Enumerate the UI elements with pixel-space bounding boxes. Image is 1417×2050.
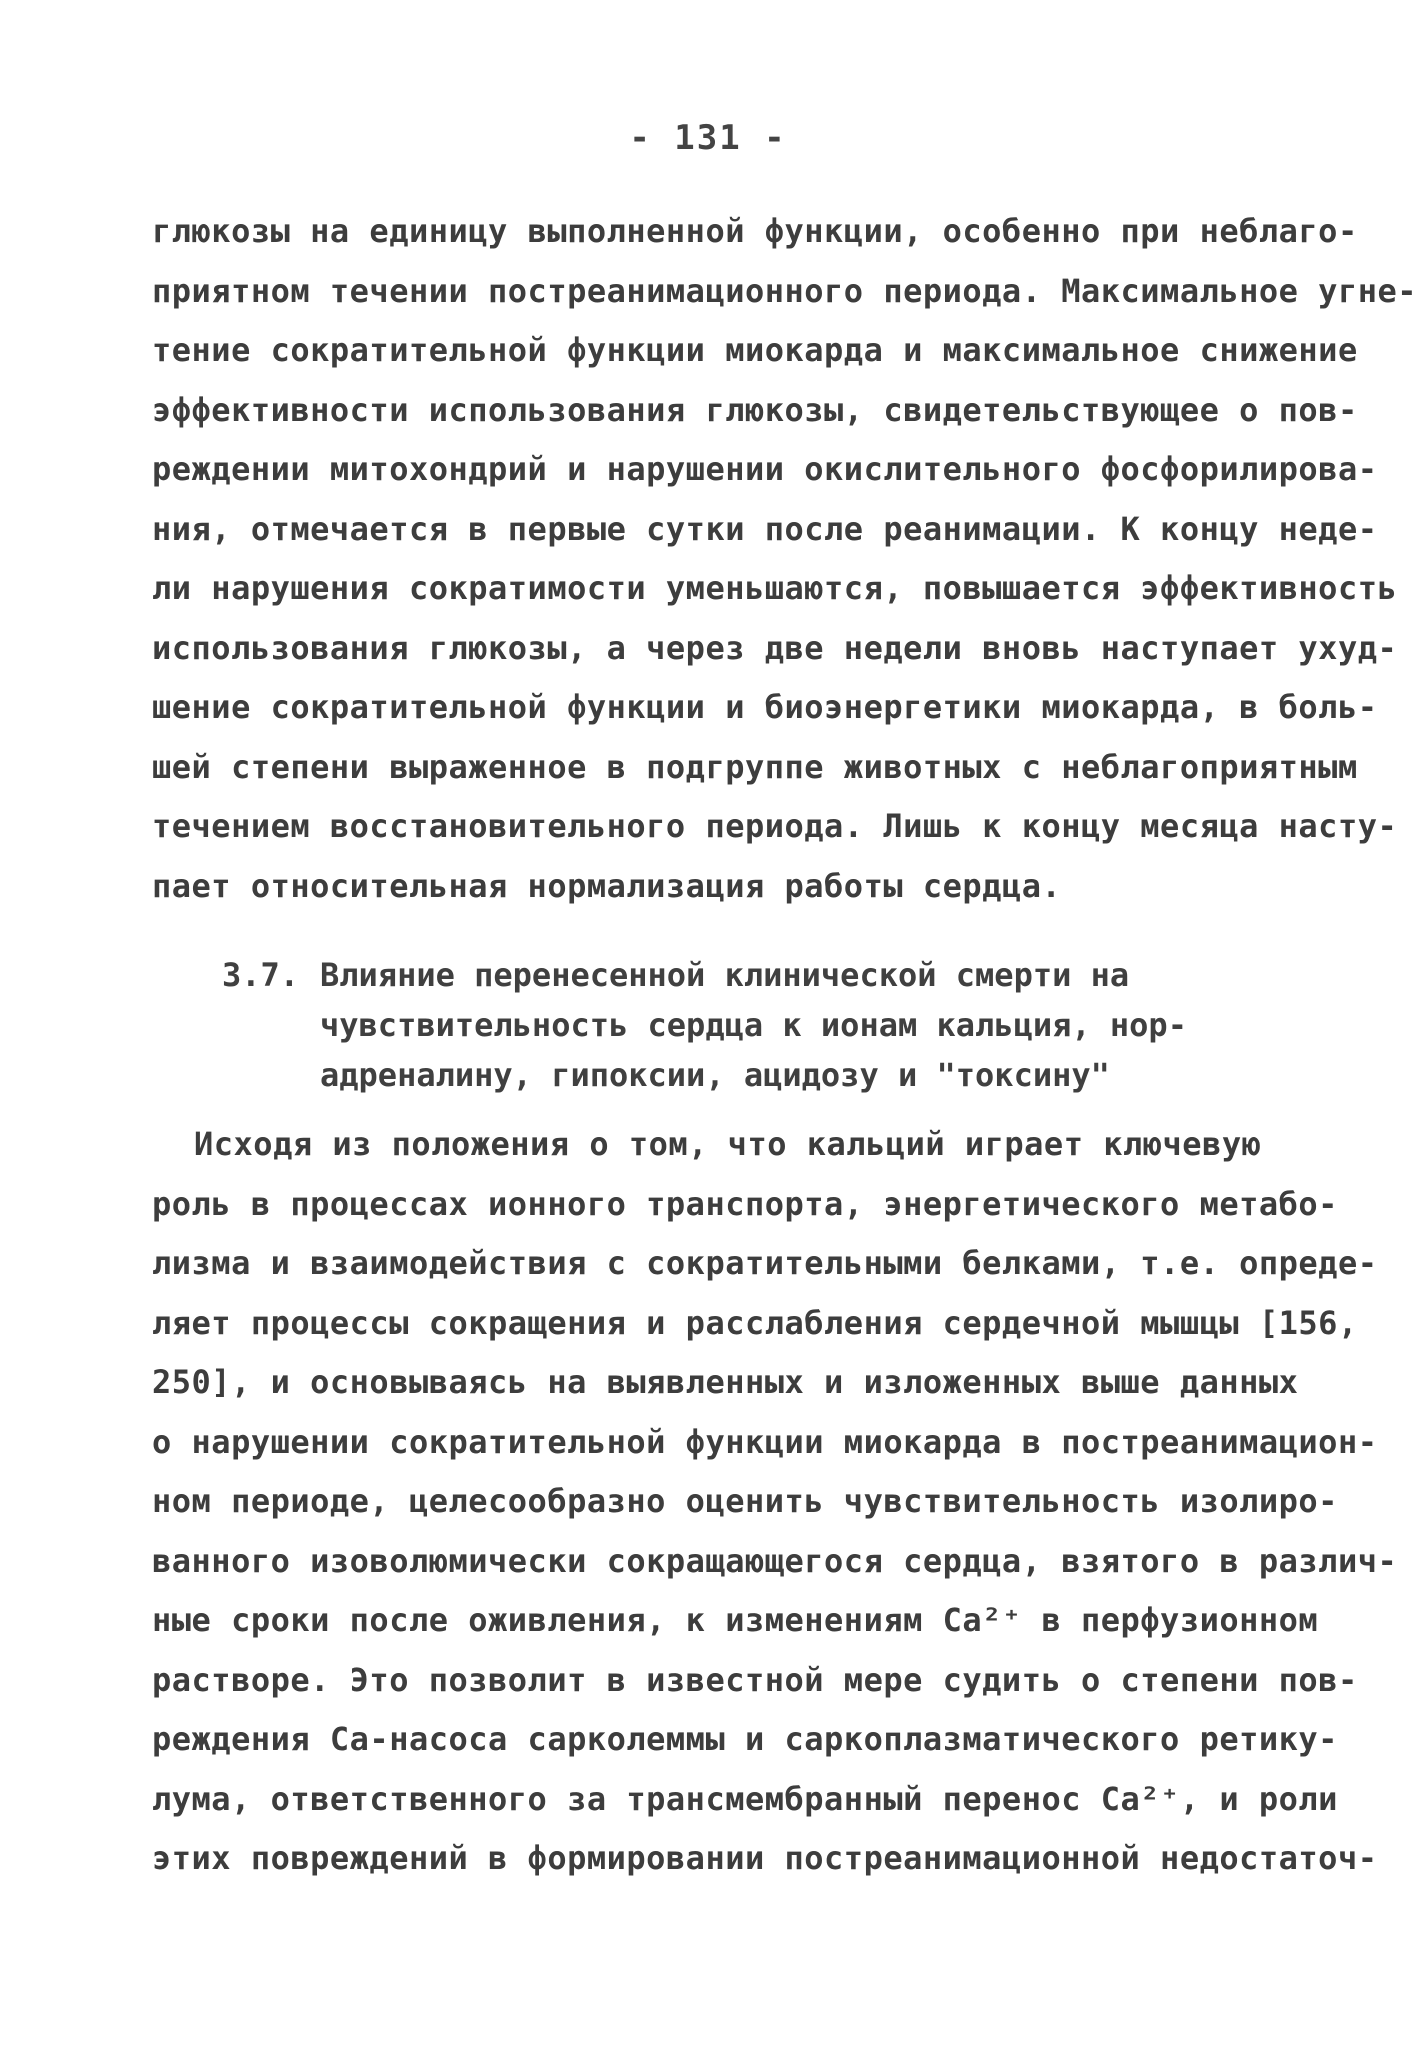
section-title-line: Влияние перенесенной клинической смерти на bbox=[320, 956, 1130, 994]
text-line: реждения Ca-насоса сарколеммы и саркоплазматического ретику- bbox=[152, 1720, 1338, 1758]
paragraph-2 bbox=[152, 1115, 1398, 1889]
text-line: 250], и основываясь на выявленных и изложенных выше данных bbox=[152, 1363, 1299, 1401]
text-line: растворе. Это позволит в известной мере судить о степени пов- bbox=[152, 1660, 1358, 1699]
page-number: - 131 - bbox=[629, 118, 787, 158]
text-line: ли нарушения сократимости уменьшаются, повышается эффективность bbox=[152, 569, 1398, 607]
text-line: приятном течении постреанимационного периода. Максимальное угне- bbox=[152, 271, 1417, 310]
text-line: пает относительная нормализация работы сердца. bbox=[152, 866, 1062, 905]
text-line: ния, отмечается в первые сутки после реанимации. К концу неде- bbox=[152, 509, 1378, 548]
text-line: эффективности использования глюкозы, свидетельствующее о пов- bbox=[152, 390, 1358, 429]
text-line: Исходя из положения о том, что кальций играет ключевую bbox=[194, 1125, 1262, 1163]
text-line: ные сроки после оживления, к изменениям Ca²⁺ в перфузионном bbox=[152, 1601, 1319, 1639]
section-number: 3.7. bbox=[222, 956, 300, 994]
text-line: течением восстановительного периода. Лишь к концу месяца насту- bbox=[152, 807, 1398, 845]
text-line: роль в процессах ионного транспорта, энергетического метабо- bbox=[152, 1184, 1338, 1223]
text-line: ляет процессы сокращения и расслабления сердечной мышцы [156, bbox=[152, 1303, 1358, 1342]
section-title bbox=[320, 950, 1220, 1100]
text-line: о нарушении сократительной функции миокарда в постреанимацион- bbox=[152, 1422, 1378, 1461]
text-line: глюкозы на единицу выполненной функции, особенно при неблаго- bbox=[152, 212, 1358, 250]
text-line: реждении митохондрий и нарушении окислительного фосфорилирова- bbox=[152, 450, 1378, 488]
text-line: тение сократительной функции миокарда и максимальное снижение bbox=[152, 331, 1358, 369]
text-line: лизма и взаимодействия с сократительными белками, т.е. опреде- bbox=[152, 1244, 1378, 1282]
text-line: шение сократительной функции и биоэнергетики миокарда, в боль- bbox=[152, 688, 1378, 726]
text-line: ванного изоволюмически сокращающегося сердца, взятого в различ- bbox=[152, 1541, 1398, 1580]
paragraph-1 bbox=[152, 202, 1417, 916]
text-line: ном периоде, целесообразно оценить чувствительность изолиро- bbox=[152, 1482, 1338, 1520]
text-line: лума, ответственного за трансмембранный перенос Ca²⁺, и роли bbox=[152, 1779, 1338, 1818]
section-title-line: чувствительность сердца к ионам кальция, нор- bbox=[320, 1006, 1187, 1044]
text-line: использования глюкозы, а через две недели вновь наступает ухуд- bbox=[152, 628, 1398, 667]
text-line: шей степени выраженное в подгруппе животных с неблагоприятным bbox=[152, 747, 1358, 786]
section-title-line: адреналину, гипоксии, ацидозу и "токсину" bbox=[320, 1056, 1110, 1094]
text-line: этих повреждений в формировании постреанимационной недостаточ- bbox=[152, 1839, 1378, 1877]
